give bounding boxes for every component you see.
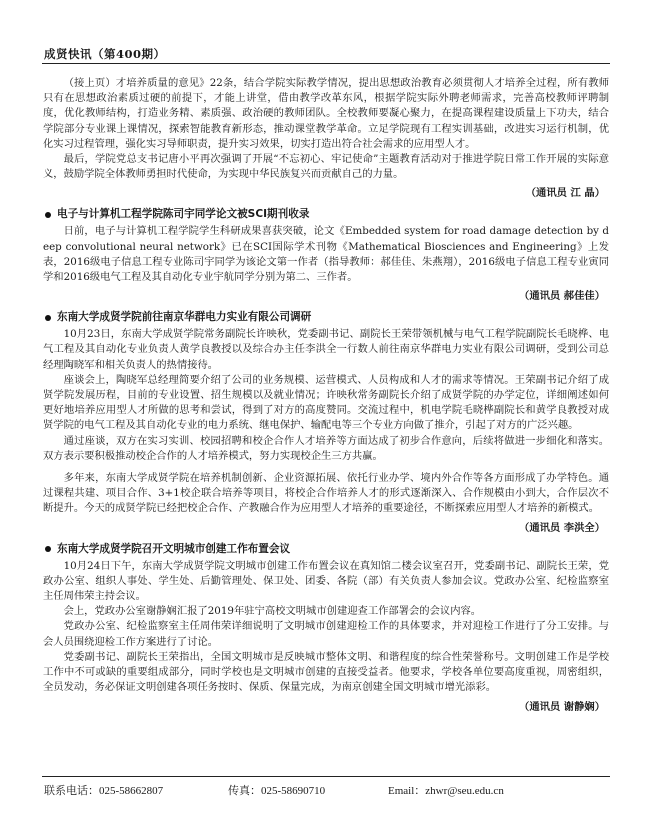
newsletter-body	[43, 76, 609, 721]
contact-email[interactable]: Email：zhwr@seu.edu.cn	[388, 785, 504, 797]
article-paragraph: 多年来，东南大学成贤学院在培养机制创新、企业资源拓展、依托行业办学、境内外合作等各方面形成了办学特色。通过课程共建、项目合作、3+1校企联合培养等项目，将校企合作培养人才的形式逐渐深入、合作规模由小到大，合作层次不断提升。今天的成贤学院已经把校企合作、产教融合作为应用型人才培养的重要途径，不断探索应用型人才培养的新模式。	[43, 472, 609, 515]
article-title: 电子与计算机工程学院陈司宇同学论文被SCI期刊收录	[57, 208, 310, 221]
article-paragraph: 座谈会上，陶晓军总经理简要介绍了公司的业务规模、运营模式、人员构成和人才的需求等情况。王荣副书记介绍了成贤学院发展历程，目前的专业设置、招生规模以及就业情况；许映秋常务副院长介绍了成贤学院的办学定位，详细阐述如何更好地培养应用型人才所做的思考和尝试，得到了对方的高度赞同。交流过程中，机电学院毛晓桦副院长和黄学良教授对成贤学院的电气工程及其自动化专业的电力系统、继电保护、输配电等三个专业方向做了推介，引起了对方的广泛兴趣。	[43, 373, 609, 432]
reporter-credit: （通讯员 李洪全）	[519, 521, 605, 534]
article-title: 东南大学成贤学院前往南京华群电力实业有限公司调研	[57, 311, 312, 324]
bullet-icon	[45, 315, 51, 321]
page-title: 成贤快讯（第400期）	[44, 47, 166, 61]
footer-divider	[42, 776, 610, 777]
intro-paragraph: 最后，学院党总支书记唐小平再次强调了开展“不忘初心、牢记使命”主题教育活动对于推进学院日常工作开展的实际意义，鼓励学院全体教师勇担时代使命，为实现中华民族复兴而贡献自己的力量。	[43, 153, 609, 181]
article-paragraph: 日前，电子与计算机工程学院学生科研成果喜获突破，论文《Embedded system for road damage detection by deep convolutional neural network》已在SCI国际学术刊物《Mathematical Biosciences and Engineering》上发表，2016级电子信息工程专业陈司宇同学为该论文第一作者（指导教师：郝佳佳、朱燕翔），2016级电子信息工程专业寅同学和2016级电气工程及其自动化专业宇航同学分别为第二、三作者。	[43, 225, 609, 284]
article-heading	[43, 542, 609, 557]
header-divider	[42, 63, 610, 64]
article-title: 东南大学成贤学院召开文明城市创建工作布置会议	[57, 542, 291, 555]
bullet-icon	[45, 546, 51, 552]
bullet-icon	[45, 212, 51, 218]
article-heading	[43, 207, 609, 222]
article-paragraph: 党委副书记、副院长王荣指出，全国文明城市是反映城市整体文明、和谐程度的综合性荣誉称号。文明创建工作是学校工作中不可或缺的重要组成部分，同时学校也是文明城市创建的直接受益者。他要求，学校各单位要高度重视，周密组织，全员发动，务必保证文明创建各项任务按时、保质、保量完成，为南京创建全国文明城市增光添彩。	[43, 650, 609, 694]
article-paragraph: 党政办公室、纪检监察室主任周伟荣详细说明了文明城市创建迎检工作的具体要求，并对迎检工作进行了分工安排。与会人员围绕迎检工作方案进行了讨论。	[43, 620, 609, 648]
article-paragraph: 10月24日下午，东南大学成贤学院文明城市创建工作布置会议在真知馆二楼会议室召开，党委副书记、副院长王荣，党政办公室、组织人事处、学生处、后勤管理处、保卫处、团委、各院（部）有关负责人参加会议。党政办公室、纪检监察室主任周伟荣主持会议。	[43, 559, 609, 603]
article-paragraph: 会上，党政办公室谢静娴汇报了2019年驻宁高校文明城市创建迎查工作部署会的会议内容。	[63, 605, 482, 618]
reporter-credit: （通讯员 谢静娴）	[519, 700, 605, 713]
article-paragraph: 10月23日，东南大学成贤学院常务副院长许映秋，党委副书记、副院长王荣带领机械与电气工程学院副院长毛晓桦、电气工程及其自动化专业负责人黄学良教授以及综合办主任李洪全一行数人前往南京华群电力实业有限公司调研，受到公司总经理陶晓军和相关负责人的热情接待。	[43, 328, 609, 371]
reporter-credit: （通讯员 郝佳佳）	[519, 290, 605, 303]
contact-fax: 传真：025-58690710	[228, 785, 326, 797]
article-paragraph: 通过座谈，双方在实习实训、校园招聘和校企合作人才培养等方面达成了初步合作意向，后续将做进一步细化和落实。双方表示要积极推动校企合作的人才培养模式，努力实现校企生三方共赢。	[43, 434, 609, 462]
contact-phone: 联系电话：025-58662807	[44, 785, 164, 797]
intro-paragraph: （接上页）才培养质量的意见》22条，结合学院实际教学情况，提出思想政治教育必须贯彻人才培养全过程，所有教师只有在思想政治素质过硬的前提下，才能上讲堂，借由教学改革东风，根据学院实际外聘老师需求，完善高校教师评聘制度，优化教师结构，打造业务精、素质强、政治硬的教师团队。全校教师要凝心聚力，在提高课程建设质量上下功夫，结合学院部分专业课上课情况，探索智能教育新形态，推动课堂教学革命。立足学院现有工程实训基础，改进实习运行机制，优化实习过程管理，强化实习导师职责，提升实习效果，切实打造出符合社会需求的应用型人才。	[43, 77, 609, 150]
article-heading	[43, 310, 609, 325]
reporter-credit: （通讯员 江 晶）	[525, 187, 605, 200]
